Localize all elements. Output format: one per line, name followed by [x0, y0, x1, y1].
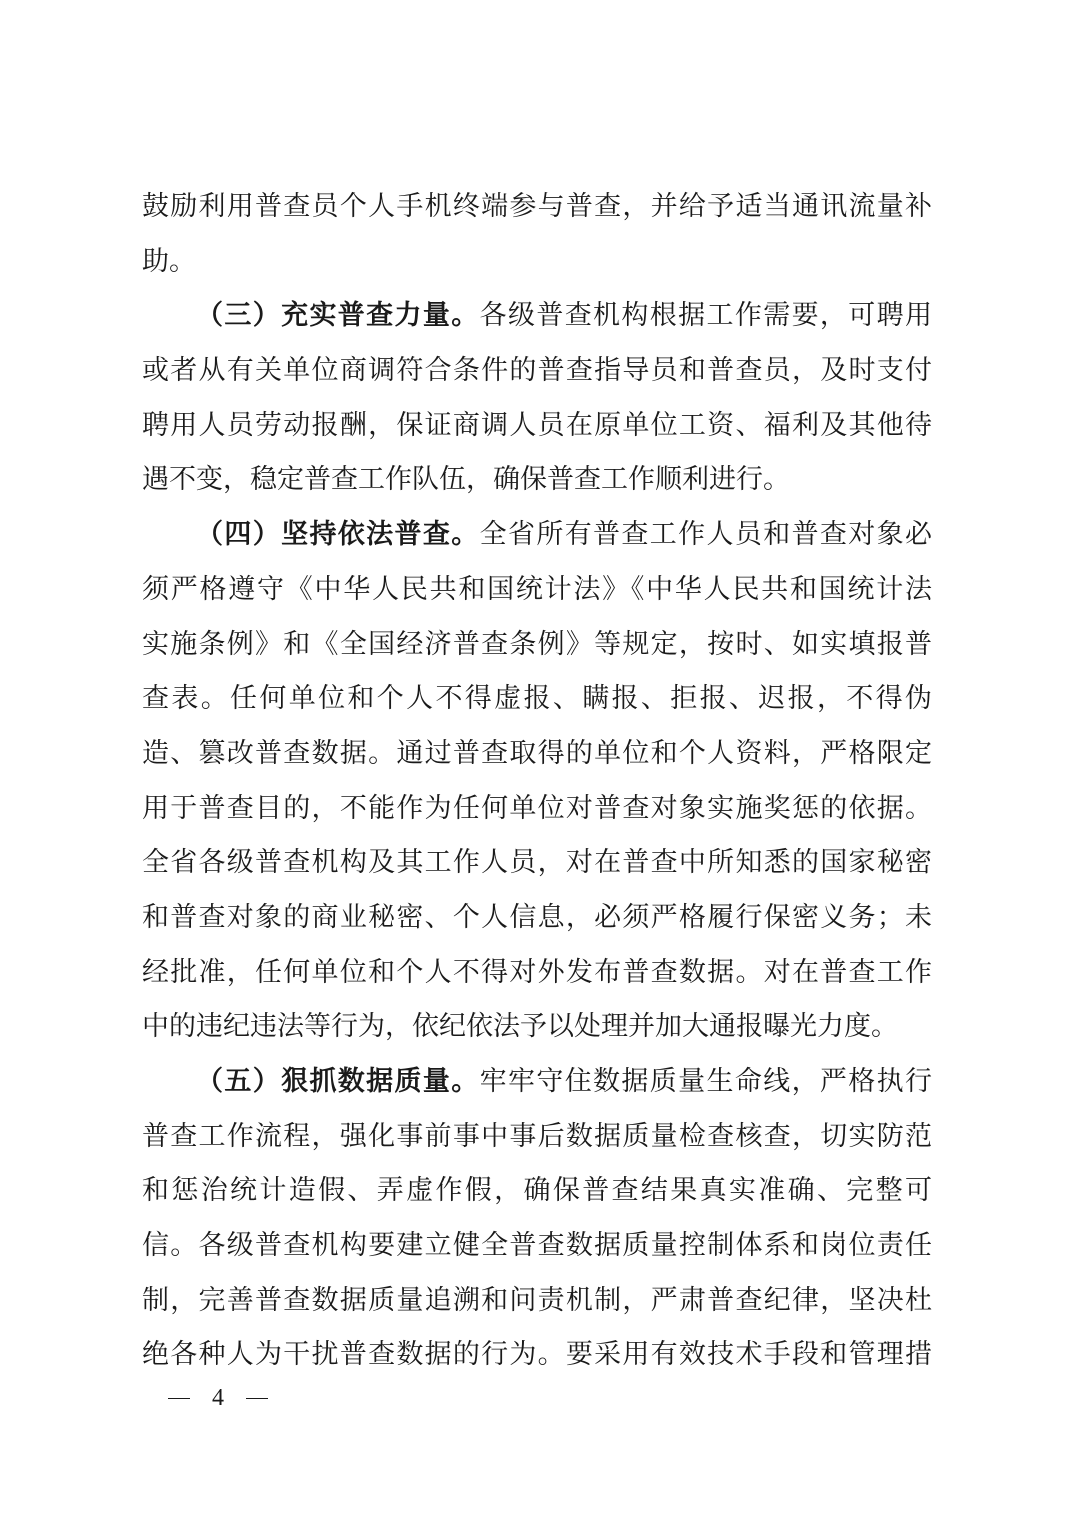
section-3-text: 各级普查机构根据工作需要，可聘用 [479, 300, 933, 332]
text-line: 或者从有关单位商调符合条件的普查指导员和普查员，及时支付 [142, 355, 932, 387]
text-line: 经批准，任何单位和个人不得对外发布普查数据。对在普查工作 [142, 956, 932, 988]
text-line: 中的违纪违法等行为，依纪依法予以处理并加大通报曝光力度。 [142, 1011, 898, 1043]
section-4-heading: （四）坚持依法普查。 [196, 519, 480, 551]
text-line: 造、篡改普查数据。通过普查取得的单位和个人资料，严格限定 [142, 737, 932, 769]
text-line: 须严格遵守《中华人民共和国统计法》《中华人民共和国统计法 [142, 573, 932, 605]
text-line: 和惩治统计造假、弄虚作假，确保普查结果真实准确、完整可 [142, 1175, 932, 1207]
text-line: 用于普查目的，不能作为任何单位对普查对象实施奖惩的依据。 [142, 792, 932, 824]
text-line: 制，完善普查数据质量追溯和问责机制，严肃普查纪律，坚决杜 [142, 1284, 932, 1316]
text-line: 查表。任何单位和个人不得虚报、瞒报、拒报、迟报，不得伪 [142, 683, 932, 715]
text-line: 普查工作流程，强化事前事中事后数据质量检查核查，切实防范 [142, 1120, 932, 1152]
section-3-heading: （三）充实普查力量。 [196, 300, 480, 332]
text-line: 全省各级普查机构及其工作人员，对在普查中所知悉的国家秘密 [142, 847, 932, 879]
text-line: 聘用人员劳动报酬，保证商调人员在原单位工资、福利及其他待 [142, 409, 932, 441]
text-line: 鼓励利用普查员个人手机终端参与普查，并给予适当通讯流量补 [142, 191, 932, 222]
text-line: 和普查对象的商业秘密、个人信息，必须严格履行保密义务；未 [142, 901, 932, 933]
page-number: 4 [212, 1385, 224, 1411]
section-5-first-line [142, 1055, 932, 1110]
footer-dash-right [246, 1398, 268, 1399]
text-line: 实施条例》和《全国经济普查条例》等规定，按时、如实填报普 [142, 628, 932, 660]
text-line: 信。各级普查机构要建立健全普查数据质量控制体系和岗位责任 [142, 1230, 932, 1262]
page-footer [168, 1382, 268, 1413]
body-text [142, 180, 932, 1383]
footer-dash-left [168, 1398, 190, 1399]
section-4-first-line [142, 508, 932, 563]
text-line: 绝各种人为干扰普查数据的行为。要采用有效技术手段和管理措 [142, 1339, 932, 1371]
section-4-text: 全省所有普查工作人员和普查对象必 [479, 519, 933, 551]
section-5-heading: （五）狠抓数据质量。 [196, 1066, 480, 1097]
text-line: 助。 [142, 245, 196, 277]
section-3-first-line [142, 289, 932, 344]
section-5-text: 牢牢守住数据质量生命线，严格执行 [479, 1066, 933, 1097]
text-line: 遇不变，稳定普查工作队伍，确保普查工作顺利进行。 [142, 464, 790, 496]
